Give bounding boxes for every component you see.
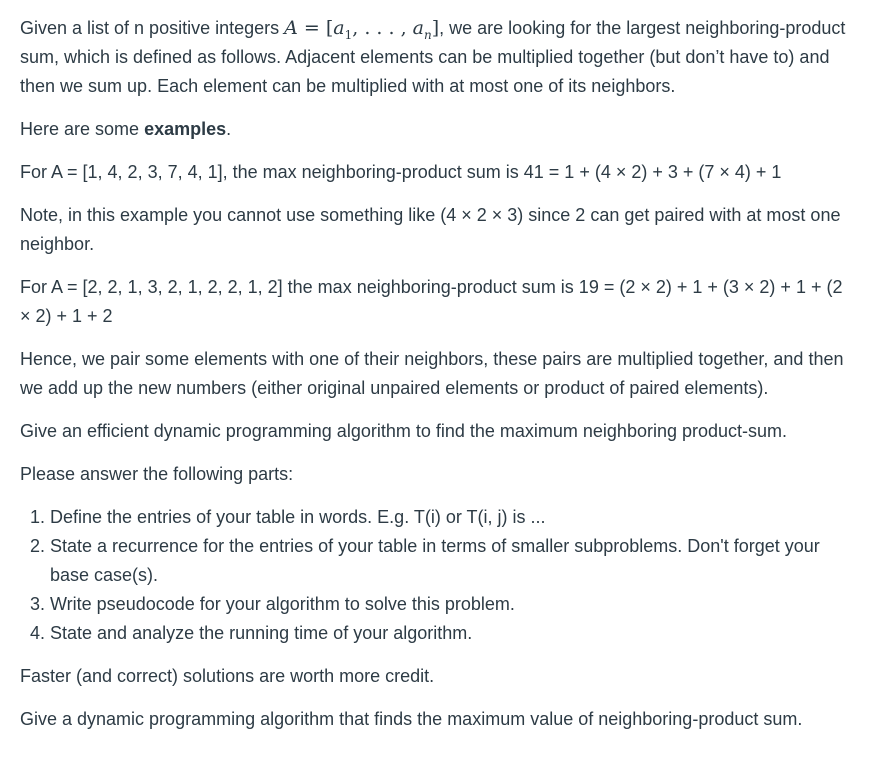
intro-paragraph bbox=[20, 14, 857, 101]
task-paragraph: Give an efficient dynamic programming algorithm to find the maximum neighboring product-sum. bbox=[20, 421, 788, 441]
parts-intro: Please answer the following parts: bbox=[20, 464, 294, 484]
list-item: 2. State a recurrence for the entries of your table in terms of smaller subproblems. Don't forget your base case(s). bbox=[50, 532, 857, 590]
hence-paragraph: Hence, we pair some elements with one of their neighbors, these pairs are multiplied together, and then we add up the new numbers (either original unpaired elements or product of paired elements). bbox=[20, 349, 844, 398]
intro-text-after: , we are looking for the largest neighboring-product sum, which is defined as follows. Adjacent elements can be multiplied together (but don’t have to) and then we sum up. Each element can be multiplied with at most one of its neighbors. bbox=[20, 18, 846, 96]
intro-text-before: Given a list of n positive integers bbox=[20, 18, 285, 38]
example-1: For A = [1, 4, 2, 3, 7, 4, 1], the max neighboring-product sum is 41 = 1 + (4 × 2) + 3 + (7 × 4) + 1 bbox=[20, 162, 782, 182]
math-expression: $A = [a_1$, . . . , $a_n$] bbox=[284, 17, 440, 42]
credit-paragraph: Faster (and correct) solutions are worth more credit. bbox=[20, 666, 435, 686]
final-paragraph: Give a dynamic programming algorithm that finds the maximum value of neighboring-product sum. bbox=[20, 709, 803, 729]
examples-heading: Here are some examples. bbox=[20, 119, 232, 139]
examples-bold: examples bbox=[144, 119, 227, 139]
list-item: 4. State and analyze the running time of your algorithm. bbox=[50, 619, 857, 648]
example-note: Note, in this example you cannot use something like (4 × 2 × 3) since 2 can get paired with at most one neighbor. bbox=[20, 205, 841, 254]
list-item: 3. Write pseudocode for your algorithm to solve this problem. bbox=[50, 590, 857, 619]
parts-list bbox=[20, 503, 857, 648]
list-item: 1. Define the entries of your table in words. E.g. T(i) or T(i, j) is ... bbox=[50, 503, 857, 532]
example-2: For A = [2, 2, 1, 3, 2, 1, 2, 2, 1, 2] the max neighboring-product sum is 19 = (2 × 2) + 1 + (3 × 2) + 1 + (2 × 2) + 1 + 2 bbox=[20, 277, 843, 326]
